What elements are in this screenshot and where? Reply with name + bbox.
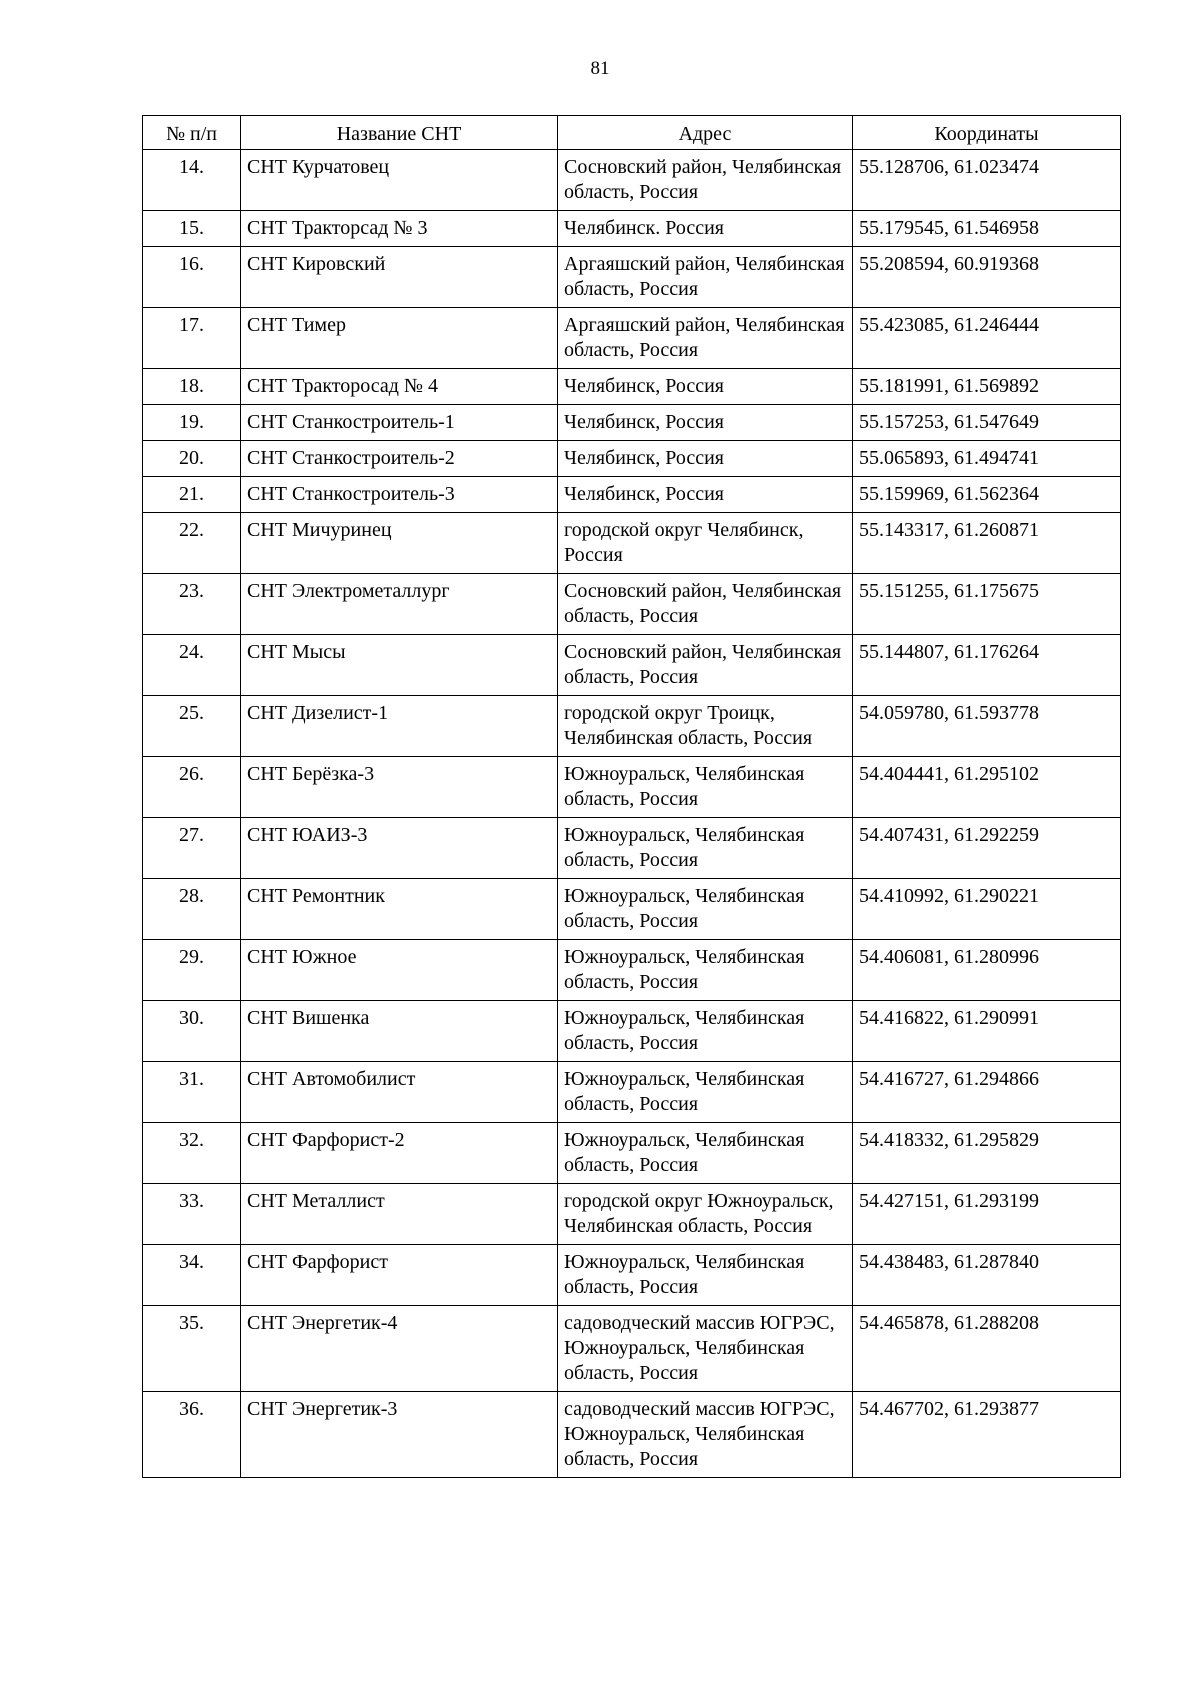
row-number: 25.	[143, 696, 241, 757]
snt-name: СНТ Станкостроитель-2	[241, 441, 558, 477]
snt-coordinates: 54.467702, 61.293877	[853, 1392, 1121, 1478]
snt-address: садоводческий массив ЮГРЭС, Южноуральск, Челябинская область, Россия	[558, 1392, 853, 1478]
snt-name: СНТ Тракторсад № 3	[241, 211, 558, 247]
table-row	[143, 757, 1121, 818]
row-number: 15.	[143, 211, 241, 247]
snt-coordinates: 54.418332, 61.295829	[853, 1123, 1121, 1184]
snt-name: СНТ Станкостроитель-1	[241, 405, 558, 441]
snt-name: СНТ Южное	[241, 940, 558, 1001]
snt-address: Сосновский район, Челябинская область, Россия	[558, 150, 853, 211]
table-row	[143, 150, 1121, 211]
snt-coordinates: 55.143317, 61.260871	[853, 513, 1121, 574]
snt-address: Южноуральск, Челябинская область, Россия	[558, 818, 853, 879]
row-number: 14.	[143, 150, 241, 211]
row-number: 22.	[143, 513, 241, 574]
snt-name: СНТ Дизелист-1	[241, 696, 558, 757]
snt-address: Сосновский район, Челябинская область, Россия	[558, 635, 853, 696]
snt-name: СНТ Мысы	[241, 635, 558, 696]
table-header-row	[143, 116, 1121, 150]
snt-address: Челябинск, Россия	[558, 369, 853, 405]
table-row	[143, 574, 1121, 635]
snt-address: Челябинск. Россия	[558, 211, 853, 247]
table-row	[143, 308, 1121, 369]
row-number: 36.	[143, 1392, 241, 1478]
snt-name: СНТ Тракторосад № 4	[241, 369, 558, 405]
snt-address: Сосновский район, Челябинская область, Россия	[558, 574, 853, 635]
snt-address: Южноуральск, Челябинская область, Россия	[558, 1001, 853, 1062]
snt-name: СНТ Кировский	[241, 247, 558, 308]
snt-coordinates: 54.410992, 61.290221	[853, 879, 1121, 940]
row-number: 17.	[143, 308, 241, 369]
row-number: 29.	[143, 940, 241, 1001]
snt-name: СНТ Фарфорист-2	[241, 1123, 558, 1184]
snt-address: садоводческий массив ЮГРЭС, Южноуральск, Челябинская область, Россия	[558, 1306, 853, 1392]
snt-coordinates: 55.157253, 61.547649	[853, 405, 1121, 441]
snt-name: СНТ Металлист	[241, 1184, 558, 1245]
snt-coordinates: 55.208594, 60.919368	[853, 247, 1121, 308]
snt-coordinates: 54.059780, 61.593778	[853, 696, 1121, 757]
snt-address: Аргаяшский район, Челябинская область, Россия	[558, 308, 853, 369]
header-coordinates: Координаты	[853, 116, 1121, 150]
table-row	[143, 635, 1121, 696]
snt-coordinates: 55.151255, 61.175675	[853, 574, 1121, 635]
snt-coordinates: 55.423085, 61.246444	[853, 308, 1121, 369]
snt-name: СНТ Энергетик-4	[241, 1306, 558, 1392]
table-body	[143, 150, 1121, 1478]
snt-name: СНТ ЮАИЗ-3	[241, 818, 558, 879]
table-row	[143, 940, 1121, 1001]
row-number: 30.	[143, 1001, 241, 1062]
snt-address: Южноуральск, Челябинская область, Россия	[558, 1245, 853, 1306]
snt-name: СНТ Автомобилист	[241, 1062, 558, 1123]
snt-coordinates: 54.406081, 61.280996	[853, 940, 1121, 1001]
snt-address: Южноуральск, Челябинская область, Россия	[558, 757, 853, 818]
snt-name: СНТ Берёзка-3	[241, 757, 558, 818]
table-row	[143, 405, 1121, 441]
snt-name: СНТ Ремонтник	[241, 879, 558, 940]
snt-name: СНТ Электрометаллург	[241, 574, 558, 635]
table-row	[143, 1184, 1121, 1245]
snt-coordinates: 54.416822, 61.290991	[853, 1001, 1121, 1062]
snt-coordinates: 54.465878, 61.288208	[853, 1306, 1121, 1392]
snt-address: Челябинск, Россия	[558, 405, 853, 441]
page-number: 81	[590, 58, 610, 79]
snt-name: СНТ Станкостроитель-3	[241, 477, 558, 513]
snt-coordinates: 55.128706, 61.023474	[853, 150, 1121, 211]
snt-coordinates: 54.404441, 61.295102	[853, 757, 1121, 818]
snt-coordinates: 54.407431, 61.292259	[853, 818, 1121, 879]
table-row	[143, 1306, 1121, 1392]
snt-address: городской округ Троицк, Челябинская область, Россия	[558, 696, 853, 757]
table-row	[143, 369, 1121, 405]
snt-name: СНТ Мичуринец	[241, 513, 558, 574]
snt-name: СНТ Вишенка	[241, 1001, 558, 1062]
table-row	[143, 818, 1121, 879]
snt-address: Южноуральск, Челябинская область, Россия	[558, 879, 853, 940]
snt-name: СНТ Фарфорист	[241, 1245, 558, 1306]
snt-coordinates: 55.159969, 61.562364	[853, 477, 1121, 513]
snt-coordinates: 55.179545, 61.546958	[853, 211, 1121, 247]
snt-name: СНТ Тимер	[241, 308, 558, 369]
table-row	[143, 477, 1121, 513]
snt-table	[142, 115, 1121, 1478]
snt-name: СНТ Курчатовец	[241, 150, 558, 211]
table-row	[143, 1245, 1121, 1306]
row-number: 35.	[143, 1306, 241, 1392]
snt-address: Южноуральск, Челябинская область, Россия	[558, 940, 853, 1001]
snt-coordinates: 55.181991, 61.569892	[853, 369, 1121, 405]
row-number: 33.	[143, 1184, 241, 1245]
row-number: 19.	[143, 405, 241, 441]
row-number: 27.	[143, 818, 241, 879]
row-number: 16.	[143, 247, 241, 308]
snt-address: городской округ Южноуральск, Челябинская область, Россия	[558, 1184, 853, 1245]
snt-name: СНТ Энергетик-3	[241, 1392, 558, 1478]
row-number: 21.	[143, 477, 241, 513]
table-row	[143, 1123, 1121, 1184]
table-row	[143, 1001, 1121, 1062]
header-address: Адрес	[558, 116, 853, 150]
table-row	[143, 1062, 1121, 1123]
snt-address: Южноуральск, Челябинская область, Россия	[558, 1062, 853, 1123]
snt-coordinates: 54.438483, 61.287840	[853, 1245, 1121, 1306]
table-row	[143, 247, 1121, 308]
row-number: 28.	[143, 879, 241, 940]
table-row	[143, 513, 1121, 574]
snt-address: Южноуральск, Челябинская область, Россия	[558, 1123, 853, 1184]
snt-address: Аргаяшский район, Челябинская область, Россия	[558, 247, 853, 308]
row-number: 31.	[143, 1062, 241, 1123]
snt-address: городской округ Челябинск, Россия	[558, 513, 853, 574]
row-number: 26.	[143, 757, 241, 818]
row-number: 23.	[143, 574, 241, 635]
snt-coordinates: 55.065893, 61.494741	[853, 441, 1121, 477]
header-number: № п/п	[143, 116, 241, 150]
snt-address: Челябинск, Россия	[558, 441, 853, 477]
header-name: Название СНТ	[241, 116, 558, 150]
table-row	[143, 1392, 1121, 1478]
table-row	[143, 696, 1121, 757]
table-row	[143, 211, 1121, 247]
table-row	[143, 441, 1121, 477]
snt-coordinates: 54.416727, 61.294866	[853, 1062, 1121, 1123]
snt-coordinates: 55.144807, 61.176264	[853, 635, 1121, 696]
row-number: 24.	[143, 635, 241, 696]
snt-address: Челябинск, Россия	[558, 477, 853, 513]
snt-coordinates: 54.427151, 61.293199	[853, 1184, 1121, 1245]
row-number: 34.	[143, 1245, 241, 1306]
row-number: 18.	[143, 369, 241, 405]
table-row	[143, 879, 1121, 940]
row-number: 32.	[143, 1123, 241, 1184]
row-number: 20.	[143, 441, 241, 477]
